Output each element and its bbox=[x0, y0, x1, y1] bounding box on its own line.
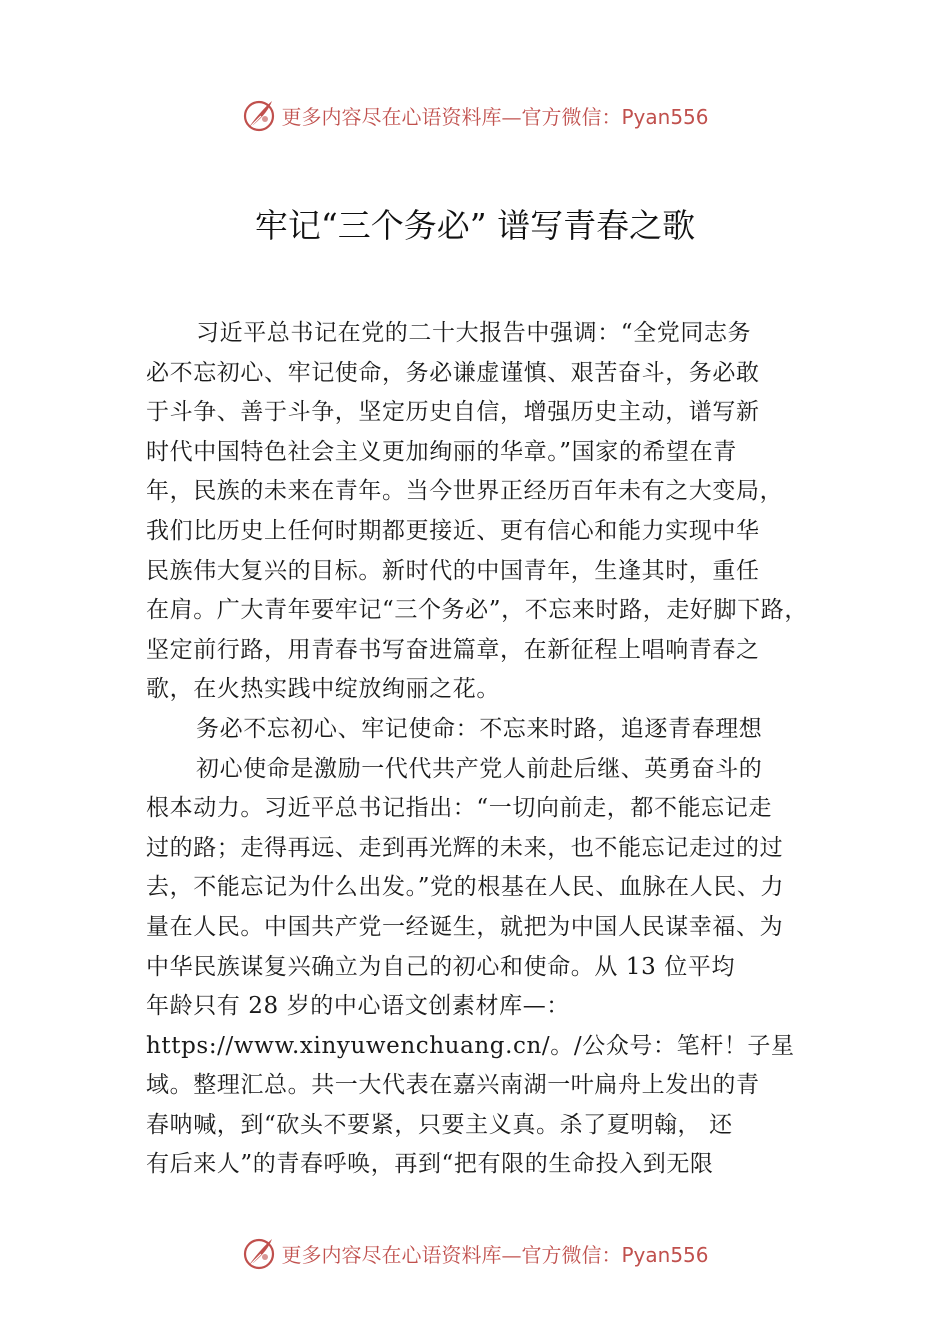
section-heading: 务必不忘初心、牢记使命：不忘来时路，追逐青春理想 bbox=[196, 715, 763, 742]
text-line: 根本动力。习近平总书记指出：“一切向前走，都不能忘记走 bbox=[146, 795, 772, 822]
banner-text: 更多内容尽在心语资料库—官方微信：Pyan556 bbox=[281, 1242, 709, 1267]
text-line: 年，民族的未来在青年。当今世界正经历百年未有之大变局， bbox=[146, 478, 784, 505]
text-line: 我们比历史上任何时期都更接近、更有信心和能力实现中华 bbox=[146, 517, 760, 544]
document-title: 牢记“三个务必” 谱写青春之歌 bbox=[254, 206, 696, 245]
text-line: 春呐喊，到“砍头不要紧，只要主义真。杀了夏明翰， 还 bbox=[146, 1111, 733, 1138]
text-line: 有后来人”的青春呼唤，再到“把有限的生命投入到无限 bbox=[146, 1151, 714, 1178]
text-line: 量在人民。中国共产党一经诞生，就把为中国人民谋幸福、为 bbox=[146, 913, 784, 940]
text-line: 坚定前行路，用青春书写奋进篇章，在新征程上唱响青春之 bbox=[146, 636, 760, 663]
text-line: 去，不能忘记为什么出发。”党的根基在人民、血脉在人民、力 bbox=[146, 874, 785, 901]
quill-pen-logo-icon bbox=[241, 97, 277, 133]
text-line: 中华民族谋复兴确立为自己的初心和使命。从 13 位平均 bbox=[146, 953, 736, 980]
text-line: 时代中国特色社会主义更加绚丽的华章。”国家的希望在青 bbox=[146, 438, 737, 465]
text-line: 过的路；走得再远、走到再光辉的未来，也不能忘记走过的过 bbox=[146, 834, 784, 861]
quill-pen-logo-icon bbox=[241, 1235, 277, 1271]
footer-banner bbox=[0, 1233, 950, 1273]
text-line: 初心使命是激励一代代共产党人前赴后继、英勇奋斗的 bbox=[196, 755, 763, 782]
text-line: 歌，在火热实践中绽放绚丽之花。 bbox=[146, 676, 500, 703]
text-line: 年龄只有 28 岁的中心语文创素材库—： bbox=[146, 993, 570, 1020]
banner-text: 更多内容尽在心语资料库—官方微信：Pyan556 bbox=[281, 104, 709, 129]
text-line: 民族伟大复兴的目标。新时代的中国青年，生逢其时，重任 bbox=[146, 557, 760, 584]
document-body bbox=[146, 314, 836, 1185]
text-line: 在肩。广大青年要牢记“三个务必”，不忘来时路，走好脚下路， bbox=[146, 597, 808, 624]
text-line: 必不忘初心、牢记使命，务必谦虚谨慎、艰苦奋斗，务必敢 bbox=[146, 359, 760, 386]
url-line: https://www.xinyuwenchuang.cn/。/公众号：笔杆！子星 bbox=[146, 1032, 795, 1059]
header-banner bbox=[0, 95, 950, 135]
text-line: 于斗争、善于斗争，坚定历史自信，增强历史主动，谱写新 bbox=[146, 399, 760, 426]
text-line: 习近平总书记在党的二十大报告中强调：“全党同志务 bbox=[196, 320, 752, 346]
text-line: 域。整理汇总。共一大代表在嘉兴南湖一叶扁舟上发出的青 bbox=[146, 1072, 760, 1099]
